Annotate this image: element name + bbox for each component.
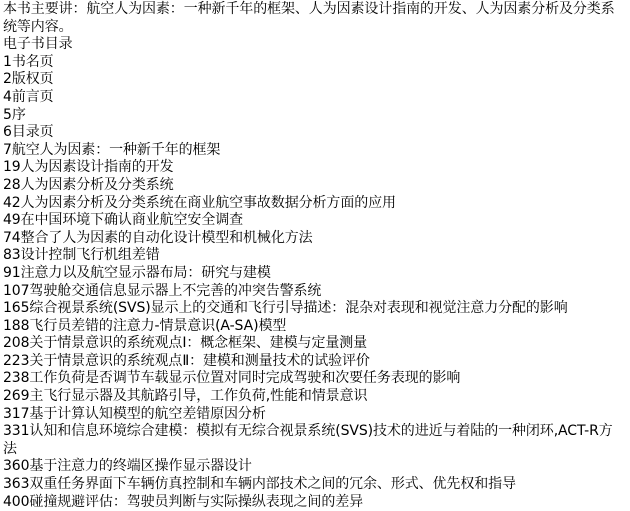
toc-title: 碰撞规避评估：驾驶员判断与实际操纵表现之间的差异 xyxy=(29,493,364,510)
toc-page-number: 223 xyxy=(3,352,30,369)
toc-title: 人为因素分析及分类系统 xyxy=(20,176,174,193)
toc-heading: 电子书目录 xyxy=(3,36,73,53)
toc-title: 航空人为因素：一种新千年的框架 xyxy=(11,141,221,158)
toc-title: 基于计算认知模型的航空差错原因分析 xyxy=(29,405,266,422)
toc-entry xyxy=(3,370,616,388)
toc-title: 目录页 xyxy=(11,124,54,141)
toc-title: 设计控制飞行机组差错 xyxy=(20,247,160,264)
toc-title: 版权页 xyxy=(11,71,54,88)
toc-title: 认知和信息环境综合建模：模拟有无综合视景系统(SVS)技术的进近与着陆的一种闭环,ACT-R方法 xyxy=(3,423,613,457)
toc-entry xyxy=(3,318,616,336)
toc-entry xyxy=(3,177,616,195)
toc-entry xyxy=(3,353,616,371)
toc-title: 驾驶舱交通信息显示器上不完善的冲突告警系统 xyxy=(29,282,322,299)
toc-title: 序 xyxy=(11,106,26,123)
toc-page-number: 49 xyxy=(3,212,21,229)
toc-entry xyxy=(3,494,616,511)
toc-title: 基于注意力的终端区操作显示器设计 xyxy=(29,458,252,475)
toc-page-number: 1 xyxy=(3,53,12,70)
toc-entry xyxy=(3,388,616,406)
toc-entry xyxy=(3,265,616,283)
toc-page-number: 74 xyxy=(3,229,21,246)
toc-page-number: 400 xyxy=(3,493,30,510)
toc-page-number: 83 xyxy=(3,247,21,264)
toc-entry xyxy=(3,230,616,248)
toc-entry xyxy=(3,195,616,213)
toc-title: 人为因素设计指南的开发 xyxy=(20,159,174,176)
toc-page-number: 317 xyxy=(3,405,30,422)
toc-title: 关于情景意识的系统观点Ⅱ：建模和测量技术的试验评价 xyxy=(29,352,370,369)
toc-page-number: 91 xyxy=(3,264,21,281)
toc-page-number: 331 xyxy=(3,423,30,440)
toc-entry xyxy=(3,247,616,265)
toc-title: 在中国环境下确认商业航空安全调查 xyxy=(20,212,244,229)
toc-page-number: 363 xyxy=(3,476,30,493)
toc-title: 关于情景意识的系统观点Ⅰ：概念框架、建模与定量测量 xyxy=(29,335,368,352)
toc-entry xyxy=(3,71,616,89)
book-summary: 本书主要讲：航空人为因素：一种新千年的框架、人为因素设计指南的开发、人为因素分析及分类系统等内容。 xyxy=(3,1,615,35)
toc-entry xyxy=(3,406,616,424)
toc-page-number: 188 xyxy=(3,317,30,334)
toc-title: 综合视景系统(SVS)显示上的交通和飞行引导描述：混杂对表现和视觉注意力分配的影响 xyxy=(29,300,568,317)
toc-page-number: 28 xyxy=(3,176,21,193)
toc-page-number: 2 xyxy=(3,71,12,88)
toc-entry xyxy=(3,159,616,177)
toc-entry xyxy=(3,300,616,318)
toc-page-number: 7 xyxy=(3,141,12,158)
toc-entry xyxy=(3,124,616,142)
toc-entry xyxy=(3,142,616,160)
toc-title: 整合了人为因素的自动化设计模型和机械化方法 xyxy=(20,229,313,246)
toc-entry xyxy=(3,458,616,476)
toc-title: 飞行员差错的注意力-情景意识(A-SA)模型 xyxy=(29,317,287,334)
toc-entry xyxy=(3,54,616,72)
toc-page-number: 6 xyxy=(3,124,12,141)
toc-page-number: 19 xyxy=(3,159,21,176)
toc-title: 主飞行显示器及其航路引导，工作负荷,性能和情景意识 xyxy=(29,388,368,405)
toc-page-number: 42 xyxy=(3,194,21,211)
toc-page-number: 165 xyxy=(3,300,30,317)
toc-entry xyxy=(3,423,616,458)
toc-entry xyxy=(3,107,616,125)
toc-page-number: 208 xyxy=(3,335,30,352)
toc-entry xyxy=(3,89,616,107)
toc-title: 注意力以及航空显示器布局：研究与建模 xyxy=(20,264,271,281)
toc-title: 人为因素分析及分类系统在商业航空事故数据分析方面的应用 xyxy=(20,194,396,211)
toc-entry xyxy=(3,212,616,230)
toc-page-number: 107 xyxy=(3,282,30,299)
toc-entry xyxy=(3,283,616,301)
toc-title: 书名页 xyxy=(11,53,54,70)
toc-title: 工作负荷是否调节车载显示位置对同时完成驾驶和次要任务表现的影响 xyxy=(29,370,461,387)
toc-page-number: 360 xyxy=(3,458,30,475)
toc-title: 前言页 xyxy=(11,88,54,105)
toc-page-number: 269 xyxy=(3,388,30,405)
toc-entry xyxy=(3,335,616,353)
toc-page-number: 4 xyxy=(3,88,12,105)
toc-title: 双重任务界面下车辆仿真控制和车辆内部技术之间的冗余、形式、优先权和指导 xyxy=(29,476,516,493)
toc-page-number: 5 xyxy=(3,106,12,123)
toc-page-number: 238 xyxy=(3,370,30,387)
